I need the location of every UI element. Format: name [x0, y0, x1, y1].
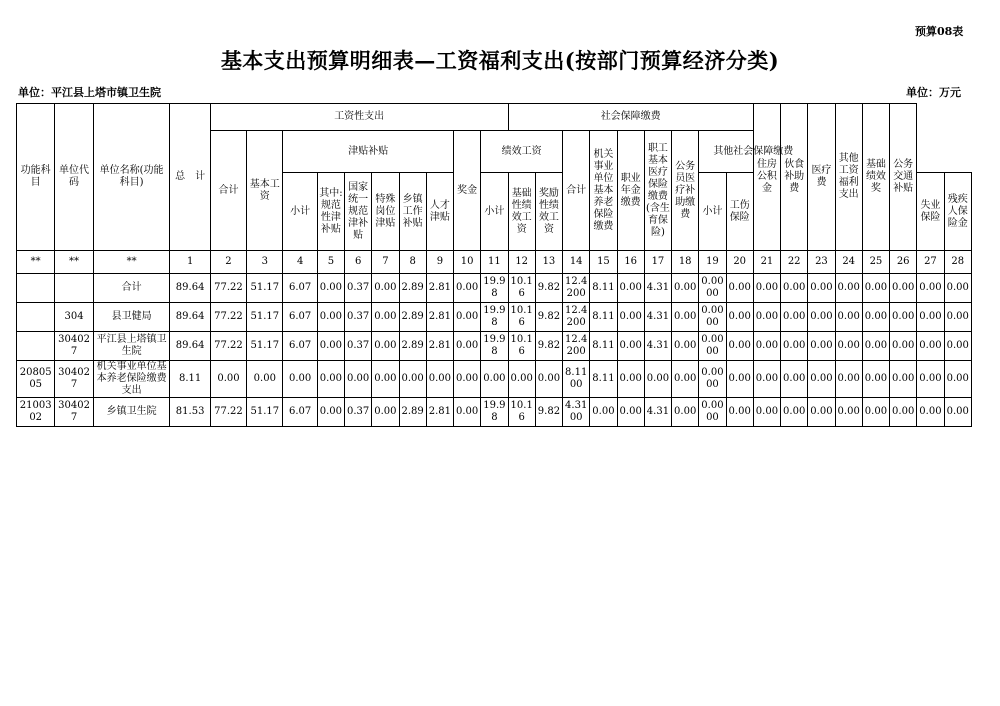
value-cell: 8.11 — [170, 361, 210, 398]
value-cell: 0.00 — [617, 332, 644, 361]
column-number-cell: 21 — [753, 251, 780, 274]
value-cell: 0.00 — [283, 361, 317, 398]
col-disability-fund: 残疾人保险金 — [944, 173, 971, 251]
col-unit-code: 单位代码 — [55, 104, 93, 251]
value-cell: 0.00 — [317, 303, 344, 332]
value-cell: 0.00 — [890, 332, 917, 361]
unit-name-cell: 乡镇卫生院 — [93, 398, 170, 427]
value-cell: 2.81 — [426, 332, 453, 361]
func-code-cell: 2080505 — [17, 361, 55, 398]
value-cell: 0.00 — [726, 332, 753, 361]
col-allowance-subtotal: 小计 — [283, 173, 317, 251]
value-cell: 81.53 — [170, 398, 210, 427]
value-cell: 10.16 — [508, 332, 535, 361]
value-cell: 0.00 — [617, 361, 644, 398]
value-cell: 0.00 — [835, 361, 862, 398]
value-cell: 0.00 — [590, 398, 617, 427]
col-allowance-post: 特殊岗位津贴 — [372, 173, 399, 251]
column-number-cell: 27 — [917, 251, 944, 274]
value-cell: 0.00 — [808, 361, 835, 398]
value-cell: 0.00 — [508, 361, 535, 398]
column-number-cell: 28 — [944, 251, 971, 274]
col-perf-reward: 奖励性绩效工资 — [535, 173, 562, 251]
value-cell: 8.1100 — [563, 361, 590, 398]
col-perf-subtotal: 小计 — [481, 173, 508, 251]
value-cell: 0.00 — [345, 361, 372, 398]
col-housing-fund: 住房公积金 — [753, 104, 780, 251]
col-meal-subsidy: 伙食补助费 — [781, 104, 808, 251]
value-cell: 9.82 — [535, 303, 562, 332]
column-number-cell: 17 — [644, 251, 671, 274]
group-performance: 绩效工资 — [481, 131, 563, 173]
value-cell: 12.4200 — [563, 332, 590, 361]
col-social-sum: 合计 — [563, 131, 590, 251]
value-cell: 0.00 — [726, 274, 753, 303]
column-number-cell: ** — [93, 251, 170, 274]
currency-unit-label: 单位：万元 — [906, 86, 961, 99]
value-cell: 0.00 — [835, 332, 862, 361]
column-number-cell: 12 — [508, 251, 535, 274]
value-cell: 0.00 — [617, 303, 644, 332]
unit-name-cell: 县卫健局 — [93, 303, 170, 332]
value-cell: 0.00 — [454, 332, 481, 361]
value-cell: 0.00 — [726, 361, 753, 398]
column-number-cell: 13 — [535, 251, 562, 274]
value-cell: 0.00 — [890, 361, 917, 398]
value-cell: 0.00 — [317, 398, 344, 427]
column-number-cell: 23 — [808, 251, 835, 274]
table-row — [17, 332, 972, 361]
table-row — [17, 361, 972, 398]
value-cell: 0.37 — [345, 303, 372, 332]
value-cell: 0.00 — [617, 398, 644, 427]
column-number-cell: 2 — [210, 251, 246, 274]
value-cell: 19.98 — [481, 274, 508, 303]
value-cell: 10.16 — [508, 398, 535, 427]
unit-code-cell: 304027 — [55, 332, 93, 361]
value-cell: 10.16 — [508, 274, 535, 303]
value-cell: 0.37 — [345, 398, 372, 427]
value-cell: 0.00 — [426, 361, 453, 398]
col-allowance-township: 乡镇工作补贴 — [399, 173, 426, 251]
value-cell: 0.0000 — [699, 361, 726, 398]
value-cell: 2.81 — [426, 398, 453, 427]
budget-table — [16, 103, 972, 427]
value-cell: 0.00 — [317, 274, 344, 303]
value-cell: 0.00 — [781, 274, 808, 303]
col-allowance-national: 国家统一规范津补贴 — [345, 173, 372, 251]
col-pension: 机关事业单位基本养老保险缴费 — [590, 131, 617, 251]
value-cell: 0.00 — [535, 361, 562, 398]
value-cell: 0.00 — [672, 332, 699, 361]
value-cell: 0.00 — [454, 303, 481, 332]
value-cell: 0.0000 — [699, 274, 726, 303]
value-cell: 0.00 — [862, 361, 889, 398]
column-number-cell: 1 — [170, 251, 210, 274]
column-number-cell: 25 — [862, 251, 889, 274]
value-cell: 0.00 — [726, 303, 753, 332]
page-title: 基本支出预算明细表—工资福利支出(按部门预算经济分类) — [220, 48, 780, 73]
value-cell: 19.98 — [481, 398, 508, 427]
value-cell: 0.00 — [944, 361, 971, 398]
value-cell: 77.22 — [210, 303, 246, 332]
column-number-cell: 9 — [426, 251, 453, 274]
col-other-welfare: 其他工资福利支出 — [835, 104, 862, 251]
value-cell: 2.81 — [426, 303, 453, 332]
value-cell: 0.00 — [454, 274, 481, 303]
value-cell: 6.07 — [283, 303, 317, 332]
group-social: 社会保障缴费 — [508, 104, 753, 131]
value-cell: 6.07 — [283, 332, 317, 361]
value-cell: 77.22 — [210, 332, 246, 361]
col-unemployment-insurance: 失业保险 — [917, 173, 944, 251]
value-cell: 6.07 — [283, 274, 317, 303]
col-annuity: 职业年金缴费 — [617, 131, 644, 251]
value-cell: 0.00 — [835, 274, 862, 303]
value-cell: 8.11 — [590, 303, 617, 332]
value-cell: 4.3100 — [563, 398, 590, 427]
column-number-cell: 7 — [372, 251, 399, 274]
value-cell: 19.98 — [481, 303, 508, 332]
column-number-cell: 14 — [563, 251, 590, 274]
column-number-cell: 22 — [781, 251, 808, 274]
col-employee-medical: 职工基本医疗保险缴费(含生育保险) — [644, 131, 671, 251]
unit-code-cell: 304027 — [55, 361, 93, 398]
column-number-cell: 19 — [699, 251, 726, 274]
value-cell: 0.00 — [862, 398, 889, 427]
table-row — [17, 303, 972, 332]
value-cell: 8.11 — [590, 332, 617, 361]
func-code-cell — [17, 332, 55, 361]
value-cell: 0.00 — [917, 274, 944, 303]
value-cell: 0.00 — [753, 303, 780, 332]
value-cell: 9.82 — [535, 274, 562, 303]
value-cell: 0.00 — [644, 361, 671, 398]
col-perf-basic: 基础性绩效工资 — [508, 173, 535, 251]
value-cell: 0.00 — [890, 303, 917, 332]
col-func-code: 功能科目 — [17, 104, 55, 251]
column-number-cell: 10 — [454, 251, 481, 274]
value-cell: 8.11 — [590, 361, 617, 398]
value-cell: 0.37 — [345, 332, 372, 361]
value-cell: 0.00 — [808, 332, 835, 361]
column-number-cell: 24 — [835, 251, 862, 274]
col-other-subtotal: 小计 — [699, 173, 726, 251]
value-cell: 0.0000 — [699, 332, 726, 361]
value-cell: 0.0000 — [699, 398, 726, 427]
value-cell: 0.00 — [372, 361, 399, 398]
value-cell: 8.11 — [590, 274, 617, 303]
header-row-1 — [17, 104, 972, 131]
unit-name-label: 单位：平江县上塔市镇卫生院 — [18, 86, 161, 99]
col-allowance-talent: 人才津贴 — [426, 173, 453, 251]
value-cell: 0.00 — [917, 332, 944, 361]
value-cell: 0.0000 — [699, 303, 726, 332]
func-code-cell — [17, 274, 55, 303]
col-injury-insurance: 工伤保险 — [726, 173, 753, 251]
value-cell: 10.16 — [508, 303, 535, 332]
value-cell: 9.82 — [535, 398, 562, 427]
value-cell: 0.00 — [862, 274, 889, 303]
value-cell: 0.00 — [372, 303, 399, 332]
column-number-cell: ** — [55, 251, 93, 274]
value-cell: 77.22 — [210, 274, 246, 303]
column-number-cell: ** — [17, 251, 55, 274]
column-number-cell: 3 — [247, 251, 283, 274]
value-cell: 0.37 — [345, 274, 372, 303]
value-cell: 2.89 — [399, 274, 426, 303]
value-cell: 89.64 — [170, 274, 210, 303]
value-cell: 2.89 — [399, 303, 426, 332]
col-medical: 医疗费 — [808, 104, 835, 251]
value-cell: 0.00 — [672, 361, 699, 398]
value-cell: 0.00 — [317, 332, 344, 361]
value-cell: 0.00 — [753, 361, 780, 398]
unit-name-cell: 平江县上塔镇卫生院 — [93, 332, 170, 361]
value-cell: 2.89 — [399, 398, 426, 427]
value-cell: 0.00 — [944, 274, 971, 303]
value-cell: 19.98 — [481, 332, 508, 361]
col-basic-wage: 基本工资 — [247, 131, 283, 251]
value-cell: 0.00 — [372, 332, 399, 361]
column-number-cell: 4 — [283, 251, 317, 274]
column-number-cell: 20 — [726, 251, 753, 274]
value-cell: 0.00 — [753, 398, 780, 427]
value-cell: 0.00 — [753, 274, 780, 303]
value-cell: 89.64 — [170, 332, 210, 361]
value-cell: 0.00 — [808, 274, 835, 303]
unit-code-cell — [55, 274, 93, 303]
value-cell: 0.00 — [781, 332, 808, 361]
value-cell: 0.00 — [672, 398, 699, 427]
value-cell: 0.00 — [372, 274, 399, 303]
func-code-cell — [17, 303, 55, 332]
group-allowance: 津贴补贴 — [283, 131, 454, 173]
value-cell: 0.00 — [454, 398, 481, 427]
value-cell: 0.00 — [944, 332, 971, 361]
value-cell: 51.17 — [247, 398, 283, 427]
value-cell: 51.17 — [247, 303, 283, 332]
column-number-row — [17, 251, 972, 274]
col-wage-sum: 合计 — [210, 131, 246, 251]
value-cell: 0.00 — [454, 361, 481, 398]
value-cell: 0.00 — [399, 361, 426, 398]
col-unit-name: 单位名称(功能科目) — [93, 104, 170, 251]
group-other-social: 其他社会保障缴费 — [699, 131, 808, 173]
column-number-cell: 5 — [317, 251, 344, 274]
value-cell: 0.00 — [835, 398, 862, 427]
value-cell: 4.31 — [644, 398, 671, 427]
col-bonus: 奖金 — [454, 131, 481, 251]
value-cell: 0.00 — [753, 332, 780, 361]
value-cell: 12.4200 — [563, 303, 590, 332]
value-cell: 0.00 — [944, 303, 971, 332]
value-cell: 0.00 — [372, 398, 399, 427]
form-number: 预算08表 — [915, 25, 964, 38]
value-cell: 9.82 — [535, 332, 562, 361]
value-cell: 51.17 — [247, 332, 283, 361]
unit-name-cell: 合计 — [93, 274, 170, 303]
func-code-cell: 2100302 — [17, 398, 55, 427]
value-cell: 0.00 — [247, 361, 283, 398]
unit-name-cell: 机关事业单位基本养老保险缴费支出 — [93, 361, 170, 398]
value-cell: 2.81 — [426, 274, 453, 303]
value-cell: 0.00 — [781, 361, 808, 398]
col-basic-perf-bonus: 基础绩效奖 — [862, 104, 889, 251]
value-cell: 0.00 — [672, 274, 699, 303]
column-number-cell: 16 — [617, 251, 644, 274]
value-cell: 0.00 — [862, 303, 889, 332]
value-cell: 51.17 — [247, 274, 283, 303]
column-number-cell: 18 — [672, 251, 699, 274]
col-allowance-standard: 其中:规范性津补贴 — [317, 173, 344, 251]
col-civil-medical: 公务员医疗补助缴费 — [672, 131, 699, 251]
column-number-cell: 26 — [890, 251, 917, 274]
table-row — [17, 398, 972, 427]
unit-code-cell: 304 — [55, 303, 93, 332]
value-cell: 0.00 — [862, 332, 889, 361]
value-cell: 2.89 — [399, 332, 426, 361]
column-number-cell: 15 — [590, 251, 617, 274]
value-cell: 4.31 — [644, 332, 671, 361]
value-cell: 0.00 — [917, 398, 944, 427]
value-cell: 0.00 — [672, 303, 699, 332]
column-number-cell: 6 — [345, 251, 372, 274]
value-cell: 0.00 — [808, 398, 835, 427]
value-cell: 0.00 — [944, 398, 971, 427]
value-cell: 0.00 — [317, 361, 344, 398]
value-cell: 0.00 — [917, 303, 944, 332]
value-cell: 0.00 — [726, 398, 753, 427]
column-number-cell: 11 — [481, 251, 508, 274]
value-cell: 0.00 — [781, 303, 808, 332]
group-wage: 工资性支出 — [210, 104, 508, 131]
unit-code-cell: 304027 — [55, 398, 93, 427]
value-cell: 12.4200 — [563, 274, 590, 303]
value-cell: 0.00 — [210, 361, 246, 398]
value-cell: 89.64 — [170, 303, 210, 332]
table-row — [17, 274, 972, 303]
value-cell: 0.00 — [781, 398, 808, 427]
value-cell: 77.22 — [210, 398, 246, 427]
col-total: 总 计 — [170, 104, 210, 251]
value-cell: 0.00 — [617, 274, 644, 303]
value-cell: 6.07 — [283, 398, 317, 427]
value-cell: 4.31 — [644, 303, 671, 332]
value-cell: 0.00 — [890, 398, 917, 427]
value-cell: 0.00 — [808, 303, 835, 332]
col-traffic-subsidy: 公务交通补贴 — [890, 104, 917, 251]
value-cell: 0.00 — [917, 361, 944, 398]
value-cell: 0.00 — [481, 361, 508, 398]
value-cell: 0.00 — [835, 303, 862, 332]
value-cell: 0.00 — [890, 274, 917, 303]
value-cell: 4.31 — [644, 274, 671, 303]
column-number-cell: 8 — [399, 251, 426, 274]
